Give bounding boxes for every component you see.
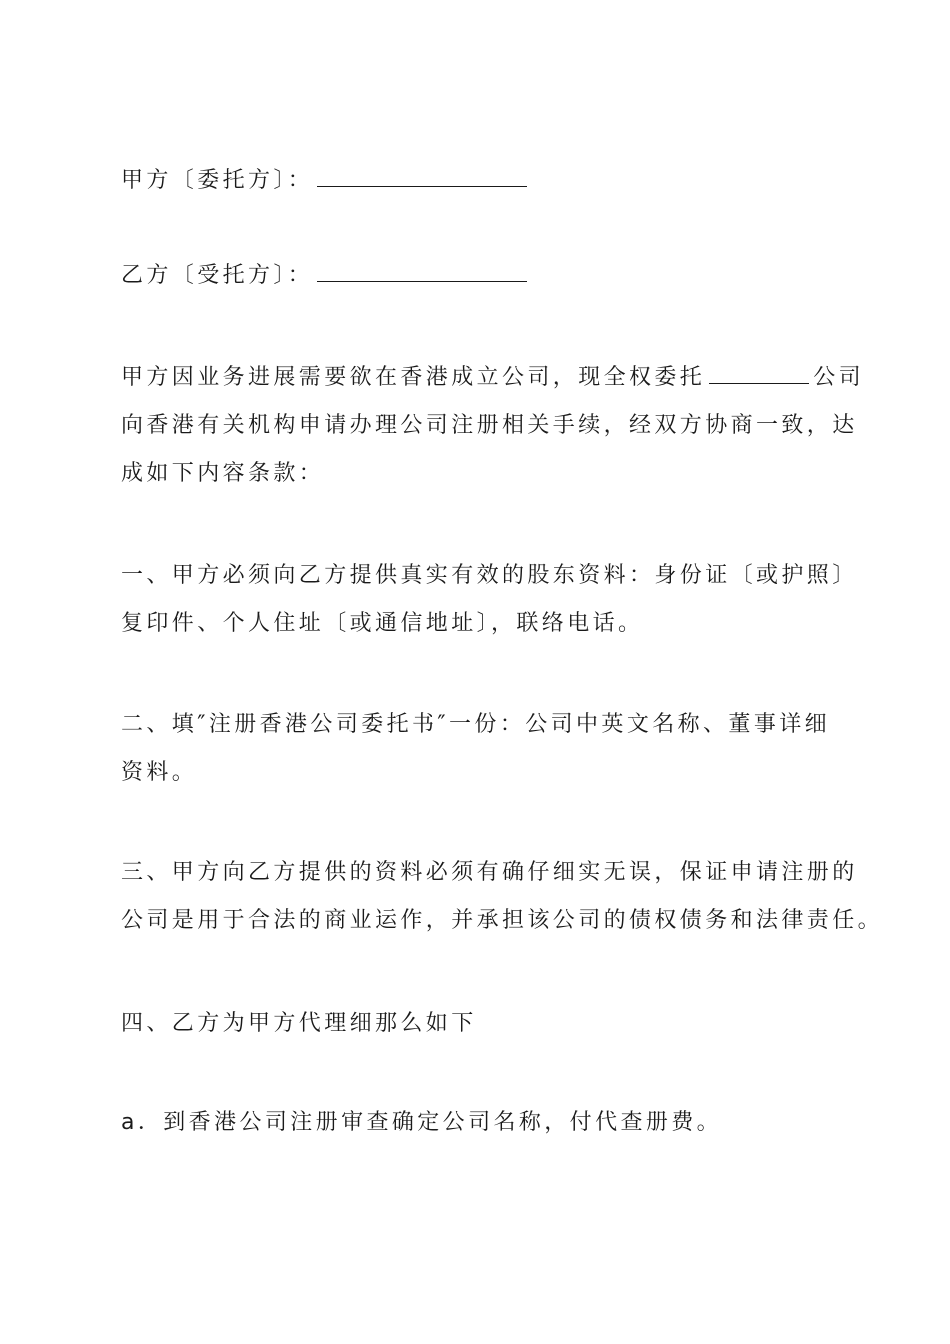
intro-paragraph — [121, 353, 865, 498]
clause-2-line-2: 资料。 — [121, 760, 198, 785]
agent-company-blank — [709, 353, 809, 384]
party-a-label: 甲方〔委托方〕： — [121, 168, 314, 193]
clause-1-line-1: 一、甲方必须向乙方提供真实有效的股东资料：身份证〔或护照〕 — [121, 563, 858, 588]
intro-line-1 — [121, 353, 865, 402]
intro-line-2: 向香港有关机构申请办理公司注册相关手续，经双方协商一致，达 — [121, 413, 858, 438]
clause-3-line-2: 公司是用于合法的商业运作，并承担该公司的债权债务和法律责任。 — [121, 908, 884, 933]
clause-4 — [121, 1000, 833, 1048]
item-a — [121, 1099, 833, 1147]
clause-3 — [121, 849, 884, 945]
clause-1 — [121, 552, 858, 648]
intro-line-1-after: 公司 — [813, 365, 865, 390]
clause-2-line-1: 二、填″注册香港公司委托书″一份：公司中英文名称、董事详细 — [121, 712, 831, 737]
party-b-line — [121, 251, 833, 300]
clause-4-line-1: 四、乙方为甲方代理细那么如下 — [121, 1011, 477, 1036]
clause-1-line-2: 复印件、个人住址〔或通信地址〕，联络电话。 — [121, 611, 644, 636]
party-b-blank — [317, 251, 527, 282]
clause-2 — [121, 701, 833, 797]
clause-3-line-1: 三、甲方向乙方提供的资料必须有确仔细实无误，保证申请注册的 — [121, 860, 858, 885]
party-b-label: 乙方〔受托方〕： — [121, 263, 314, 288]
party-a-blank — [317, 156, 527, 187]
intro-line-1-before: 甲方因业务进展需要欲在香港成立公司，现全权委托 — [121, 365, 706, 390]
party-a-line — [121, 156, 833, 205]
item-a-line-1: a．到香港公司注册审查确定公司名称，付代查册费。 — [121, 1110, 723, 1135]
intro-line-3: 成如下内容条款： — [121, 461, 325, 486]
